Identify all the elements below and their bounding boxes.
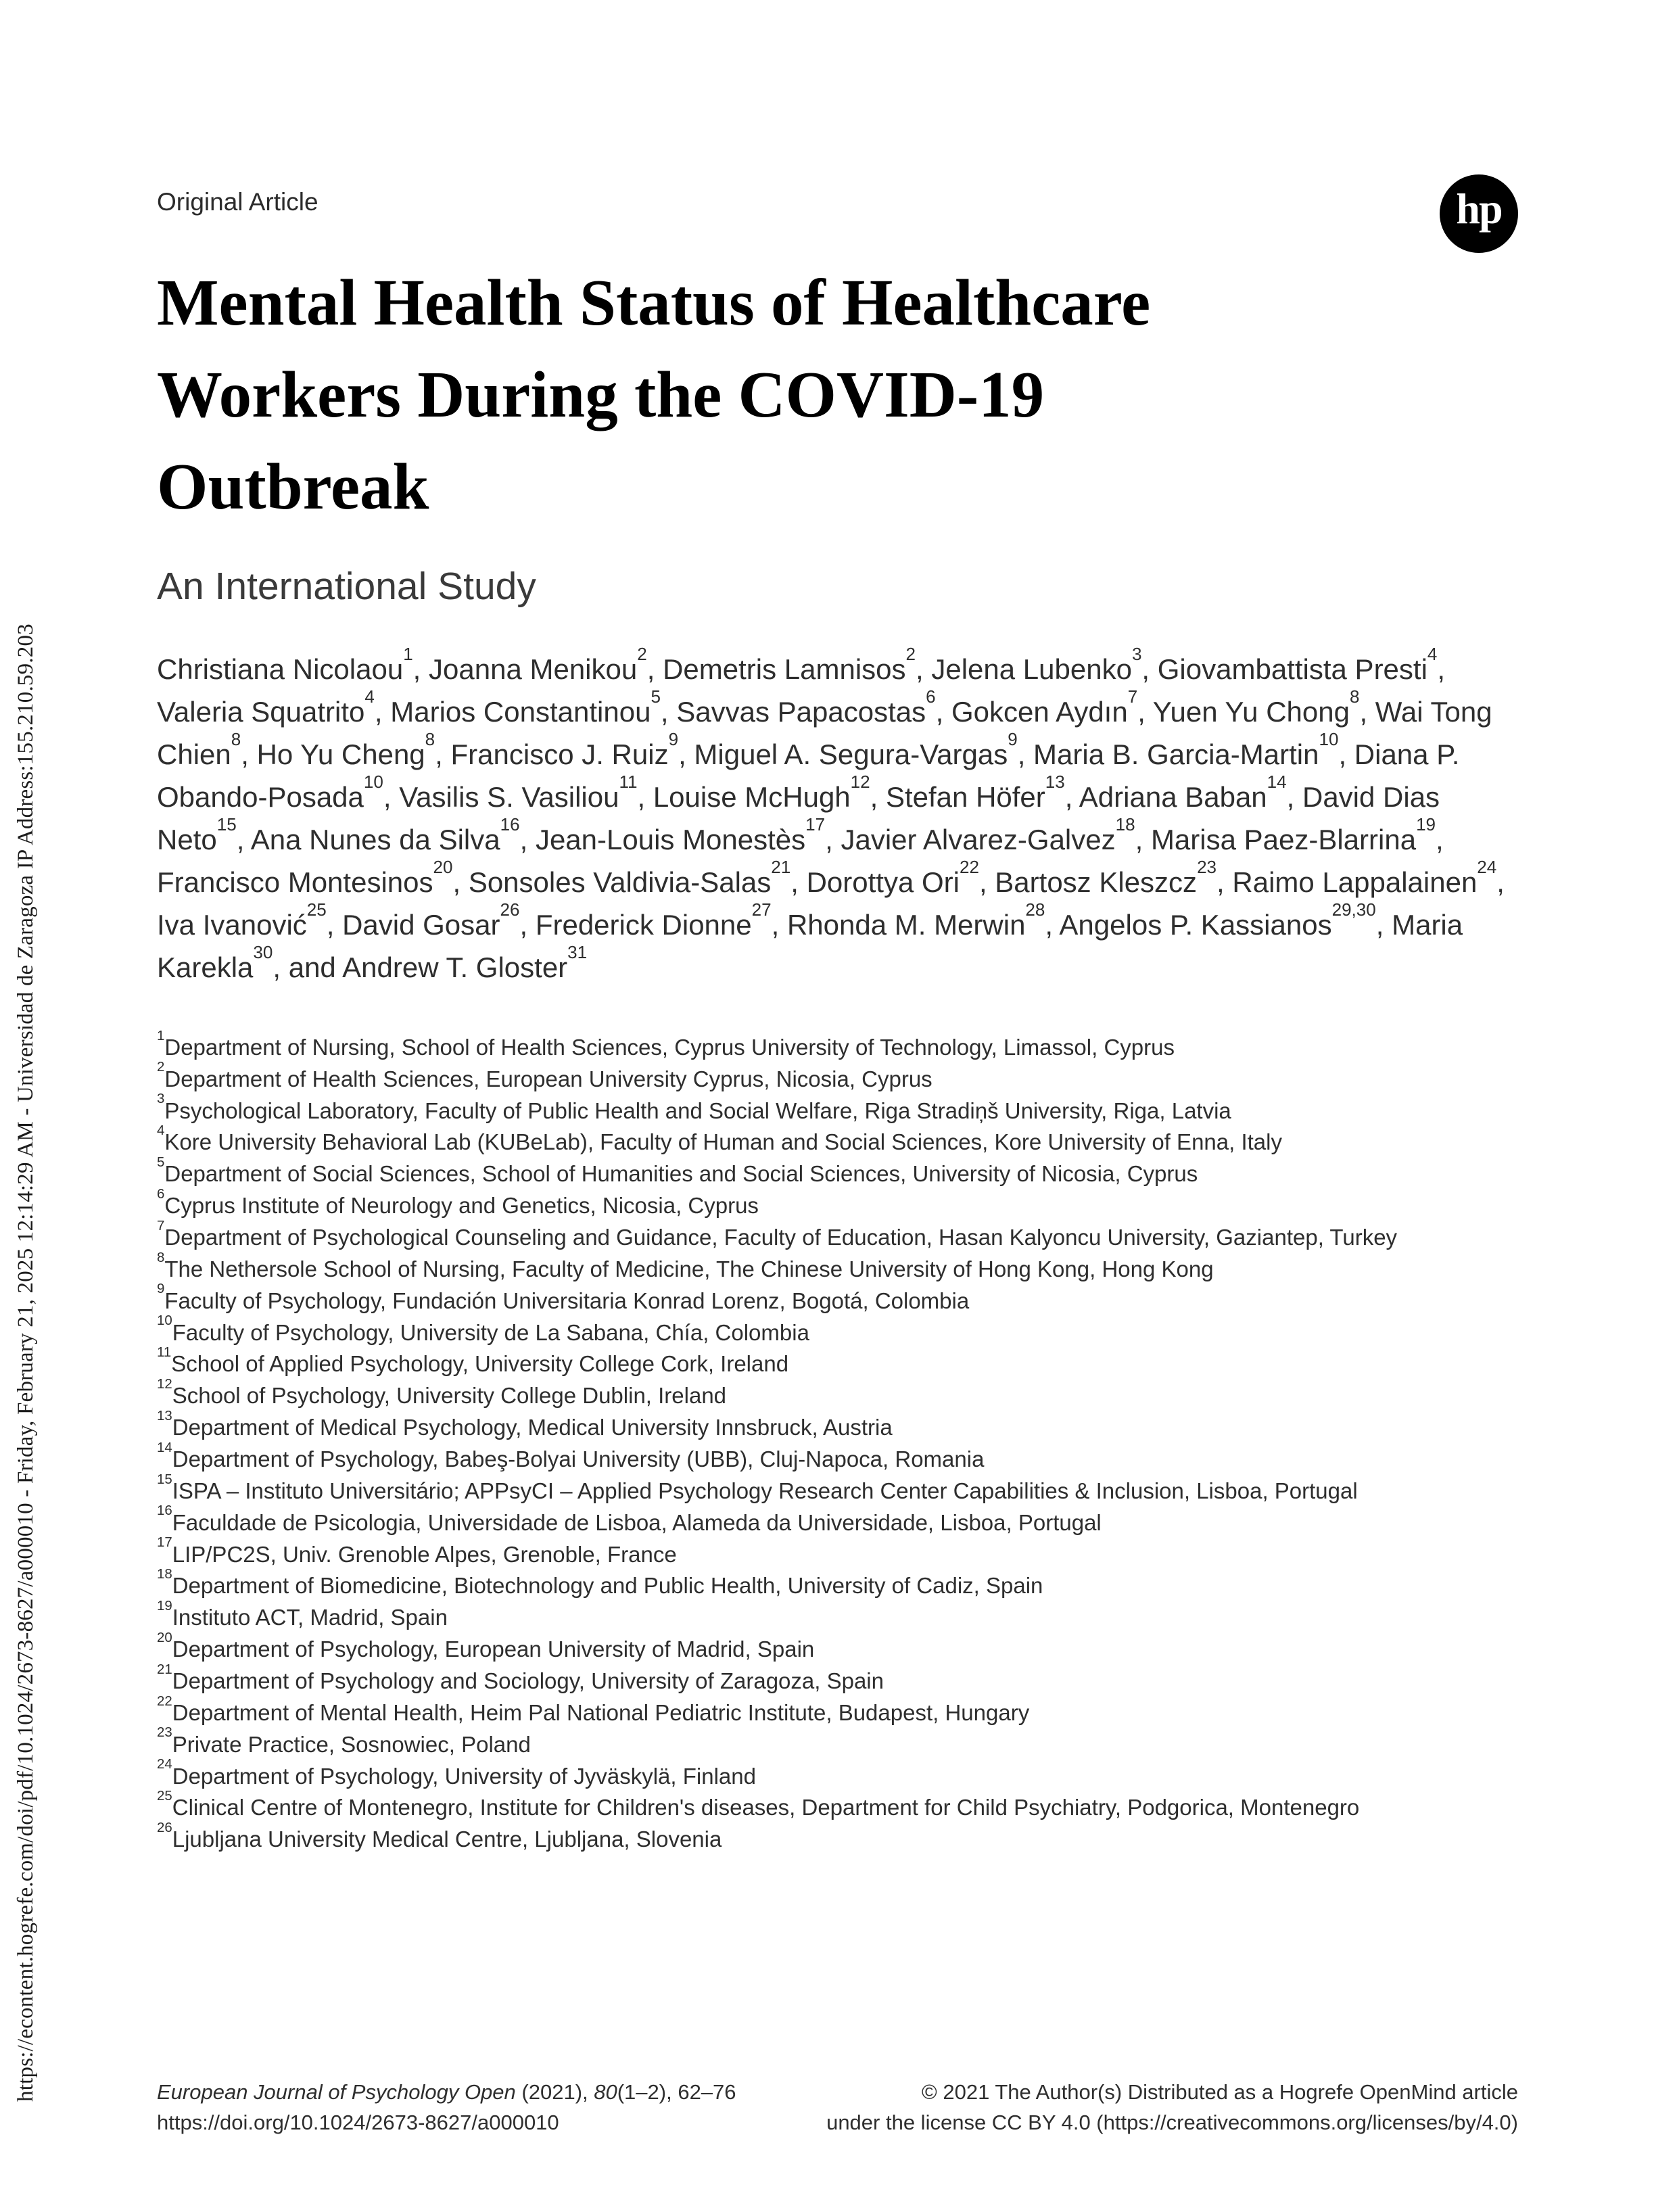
affiliation-number-sup: 8: [157, 1249, 165, 1265]
affiliation-item: $^{11}$School of Applied Psychology, University College Cork, Ireland: [157, 1344, 789, 1377]
affiliation-number-sup: 7: [157, 1217, 165, 1233]
affiliation-item: $^9$Faculty of Psychology, Fundación Universitaria Konrad Lorenz, Bogotá, Colombia: [157, 1281, 970, 1313]
affiliation-item: $^3$Psychological Laboratory, Faculty of Public Health and Social Welfare, Riga Stradiņš University, Riga, Latvia: [157, 1091, 1231, 1123]
affiliation-number-sup: 4: [157, 1123, 165, 1139]
affiliation-number-sup: 24: [157, 1756, 172, 1772]
author-affiliation-sup: 12: [850, 771, 870, 792]
affiliation-number-sup: 14: [157, 1439, 172, 1455]
affiliation-item: $^{18}$Department of Biomedicine, Biotechnology and Public Health, University of Cadiz, Spain: [157, 1566, 1043, 1599]
author-affiliation-sup: 18: [1115, 814, 1135, 834]
affiliation-number-sup: 16: [157, 1503, 172, 1519]
author-name: Javier Alvarez-Galvez$^{18}$,: [841, 814, 1151, 855]
affiliation-number-sup: 21: [157, 1661, 172, 1677]
affiliation-number-sup: 2: [157, 1059, 165, 1075]
affiliation-number-sup: 3: [157, 1091, 165, 1107]
author-affiliation-sup: 22: [959, 856, 979, 877]
author-affiliation-sup: 9: [1008, 728, 1018, 749]
journal-citation: [157, 2077, 736, 2108]
author-affiliation-sup: 5: [651, 686, 661, 707]
author-name: Stefan Höfer$^{13}$,: [885, 771, 1079, 813]
author-affiliation-sup: 17: [805, 814, 826, 834]
author-affiliation-sup: 13: [1045, 771, 1065, 792]
author-name: Valeria Squatrito$^4$,: [157, 686, 391, 728]
author-affiliation-sup: 2: [637, 643, 647, 664]
author-name: Jelena Lubenko$^3$,: [931, 643, 1158, 685]
copyright-notice: [826, 2077, 1518, 2138]
title-line: Outbreak: [157, 450, 429, 523]
affiliation-item: $^{20}$Department of Psychology, European University of Madrid, Spain: [157, 1629, 815, 1662]
author-affiliation-sup: 11: [619, 771, 638, 792]
author-name: and Andrew T. Gloster$^{31}$: [288, 941, 588, 983]
author-name: Demetris Lamnisos$^2$,: [663, 643, 932, 685]
affiliation-item: $^{23}$Private Practice, Sosnowiec, Poland: [157, 1724, 531, 1757]
affiliation-number-sup: 19: [157, 1598, 172, 1614]
affiliation-number-sup: 22: [157, 1693, 172, 1709]
affiliation-item: $^5$Department of Social Sciences, School of Humanities and Social Sciences, University of Nicosia, Cyprus: [157, 1154, 1198, 1187]
affiliation-number-sup: 6: [157, 1185, 165, 1202]
author-name: Raimo Lappalainen$^{24}$,: [1232, 856, 1505, 898]
author-name: Francisco Montesinos$^{20}$,: [157, 856, 469, 898]
title-line: Workers During the COVID-19: [157, 358, 1045, 431]
affiliation-item: $^8$The Nethersole School of Nursing, Faculty of Medicine, The Chinese University of Hong Kong, Hong Kong: [157, 1249, 1214, 1281]
affiliation-item: $^{24}$Department of Psychology, University of Jyväskylä, Finland: [157, 1756, 756, 1789]
author-affiliation-sup: 14: [1267, 771, 1287, 792]
doi-link[interactable]: https://doi.org/10.1024/2673-8627/a000010: [157, 2110, 559, 2134]
affiliation-item: $^{26}$Ljubljana University Medical Centre, Ljubljana, Slovenia: [157, 1820, 722, 1852]
author-name: Angelos P. Kassianos$^{29,30}$,: [1059, 899, 1392, 941]
affiliation-item: $^{10}$Faculty of Psychology, University de La Sabana, Chía, Colombia: [157, 1313, 809, 1345]
author-name: Maria B. Garcia-Martin$^{10}$,: [1033, 728, 1354, 770]
article-subtitle: An International Study: [157, 565, 536, 609]
author-name: Savvas Papacostas$^6$,: [676, 686, 951, 728]
affiliation-item: $^7$Department of Psychological Counseling and Guidance, Faculty of Education, Hasan Kalyoncu University, Gaziantep, Turkey: [157, 1217, 1398, 1250]
citation-segment: (2021),: [515, 2080, 594, 2104]
author-name: Christiana Nicolaou$^1$,: [157, 643, 429, 685]
author-affiliation-sup: 24: [1477, 856, 1497, 877]
affiliation-number-sup: 26: [157, 1820, 172, 1836]
author-affiliation-sup: 23: [1197, 856, 1217, 877]
author-name: Iva Ivanović$^{25}$,: [157, 899, 343, 941]
affiliation-number-sup: 18: [157, 1566, 172, 1582]
header-row: [157, 174, 1518, 253]
affiliation-number-sup: 13: [157, 1407, 172, 1423]
author-name: Ho Yu Cheng$^8$,: [256, 728, 451, 770]
affiliation-number-sup: 20: [157, 1629, 172, 1645]
author-affiliation-sup: 8: [1349, 686, 1360, 707]
affiliation-number-sup: 23: [157, 1724, 172, 1741]
affiliation-number-sup: 17: [157, 1534, 172, 1551]
author-affiliation-sup: 6: [926, 686, 936, 707]
author-name: Rhonda M. Merwin$^{28}$,: [786, 899, 1060, 941]
author-name: Dorottya Ori$^{22}$,: [806, 856, 995, 898]
author-name: Maria Karekla$^{30}$,: [157, 908, 1463, 983]
author-affiliation-sup: 28: [1025, 899, 1045, 920]
author-affiliation-sup: 1: [403, 643, 413, 664]
article-front-page: [157, 174, 1518, 1856]
author-name: Marios Constantinou$^5$,: [390, 686, 677, 728]
author-name: Francisco J. Ruiz$^9$,: [450, 728, 694, 770]
author-affiliation-sup: 25: [306, 899, 327, 920]
author-name: Ana Nunes da Silva$^{16}$,: [250, 814, 536, 855]
author-name: Miguel A. Segura-Vargas$^9$,: [694, 728, 1034, 770]
page-footer: [157, 2077, 1518, 2138]
author-affiliation-sup: 8: [425, 728, 435, 749]
affiliation-item: $^2$Department of Health Sciences, European University Cyprus, Nicosia, Cyprus: [157, 1059, 932, 1091]
author-affiliation-sup: 4: [364, 686, 375, 707]
author-affiliation-sup: 21: [771, 856, 791, 877]
hogrefe-logo: [1440, 174, 1518, 253]
author-name: Joanna Menikou$^2$,: [429, 643, 663, 685]
affiliation-item: $^{15}$ISPA – Instituto Universitário; APPsyCI – Applied Psychology Research Center Capabilities & Inclusion, Lisboa, Portugal: [157, 1471, 1358, 1503]
author-affiliation-sup: 16: [500, 814, 520, 834]
author-affiliation-sup: 15: [216, 814, 237, 834]
author-affiliation-sup: 29,30: [1331, 899, 1376, 920]
affiliation-number-sup: 9: [157, 1281, 165, 1297]
author-affiliation-sup: 2: [905, 643, 916, 664]
author-affiliation-sup: 19: [1416, 814, 1436, 834]
copyright-line2: under the license CC BY 4.0 (https://creativecommons.org/licenses/by/4.0): [826, 2110, 1518, 2134]
author-affiliation-sup: 3: [1131, 643, 1142, 664]
author-affiliation-sup: 31: [567, 941, 588, 962]
author-name: Yuen Yu Chong$^8$,: [1152, 686, 1375, 728]
affiliation-item: $^{25}$Clinical Centre of Montenegro, Institute for Children's diseases, Department for Child Psychiatry, Podgorica, Montenegro: [157, 1788, 1360, 1820]
affiliation-item: $^{21}$Department of Psychology and Sociology, University of Zaragoza, Spain: [157, 1661, 884, 1693]
hogrefe-logo-text: hp: [1456, 185, 1502, 233]
affiliation-item: $^1$Department of Nursing, School of Health Sciences, Cyprus University of Technology, Limassol, Cyprus: [157, 1027, 1175, 1060]
affiliation-number-sup: 11: [157, 1344, 172, 1361]
affiliations-list: [157, 1027, 1518, 1856]
footer-citation-block: [157, 2077, 736, 2138]
affiliation-number-sup: 1: [157, 1027, 165, 1043]
author-name: Marisa Paez-Blarrina$^{19}$,: [1150, 814, 1444, 855]
author-affiliation-sup: 9: [668, 728, 679, 749]
affiliation-number-sup: 15: [157, 1471, 172, 1487]
affiliation-item: $^{14}$Department of Psychology, Babeş-Bolyai University (UBB), Cluj-Napoca, Romania: [157, 1439, 985, 1472]
author-name: Sonsoles Valdivia-Salas$^{21}$,: [468, 856, 807, 898]
author-affiliation-sup: 7: [1127, 686, 1138, 707]
citation-italic-segment: 80: [594, 2080, 617, 2104]
author-name: Wai Tong Chien$^8$,: [157, 695, 1492, 770]
author-name: Louise McHugh$^{12}$,: [653, 771, 886, 813]
author-name: Frederick Dionne$^{27}$,: [535, 899, 787, 941]
author-affiliation-sup: 27: [751, 899, 772, 920]
author-name: Vasilis S. Vasiliou$^{11}$,: [399, 771, 653, 813]
author-affiliation-sup: 8: [231, 728, 241, 749]
download-watermark: https://econtent.hogrefe.com/doi/pdf/10.1024/2673-8627/a000010 - Friday, February 21, 2025 12:14:29 AM - Universidad de Zaragoza IP Address:155.210.59.203: [14, 623, 38, 2102]
affiliation-number-sup: 5: [157, 1154, 165, 1170]
affiliation-item: $^4$Kore University Behavioral Lab (KUBeLab), Faculty of Human and Social Sciences, Kore University of Enna, Italy: [157, 1123, 1282, 1155]
copyright-line1: © 2021 The Author(s) Distributed as a Hogrefe OpenMind article: [921, 2080, 1518, 2104]
affiliation-number-sup: 12: [157, 1376, 172, 1392]
affiliation-number-sup: 10: [157, 1313, 172, 1329]
affiliation-item: $^{16}$Faculdade de Psicologia, Universidade de Lisboa, Alameda da Universidade, Lisboa, Portugal: [157, 1503, 1102, 1535]
title-line: Mental Health Status of Healthcare: [157, 266, 1151, 339]
author-affiliation-sup: 26: [500, 899, 520, 920]
author-affiliation-sup: 30: [253, 941, 273, 962]
affiliation-item: $^{22}$Department of Mental Health, Heim Pal National Pediatric Institute, Budapest, Hungary: [157, 1693, 1030, 1725]
author-name: Bartosz Kleszcz$^{23}$,: [995, 856, 1233, 898]
affiliation-item: $^6$Cyprus Institute of Neurology and Genetics, Nicosia, Cyprus: [157, 1185, 759, 1219]
author-affiliation-sup: 10: [1319, 728, 1339, 749]
affiliation-item: $^{12}$School of Psychology, University College Dublin, Ireland: [157, 1376, 727, 1409]
author-name: Jean-Louis Monestès$^{17}$,: [535, 814, 841, 855]
article-title: [157, 257, 1518, 532]
author-name: Adriana Baban$^{14}$,: [1079, 771, 1302, 813]
author-name: David Gosar$^{26}$,: [342, 899, 536, 941]
affiliation-number-sup: 25: [157, 1788, 172, 1804]
author-name: Diana P. Obando-Posada$^{10}$,: [157, 738, 1460, 813]
affiliation-item: $^{13}$Department of Medical Psychology, Medical University Innsbruck, Austria: [157, 1407, 893, 1440]
citation-italic-segment: European Journal of Psychology Open: [157, 2080, 516, 2104]
author-affiliation-sup: 10: [363, 771, 383, 792]
citation-segment: (1–2), 62–76: [617, 2080, 736, 2104]
authors-list: [157, 643, 1518, 989]
article-type-label: Original Article: [157, 188, 318, 216]
author-affiliation-sup: 20: [433, 856, 453, 877]
affiliation-item: $^{17}$LIP/PC2S, Univ. Grenoble Alpes, Grenoble, France: [157, 1534, 677, 1567]
author-name: Gokcen Aydın$^7$,: [951, 686, 1153, 728]
author-name: Giovambattista Presti$^4$,: [1157, 643, 1446, 685]
author-name: David Dias Neto$^{15}$,: [157, 780, 1440, 855]
author-affiliation-sup: 4: [1427, 643, 1438, 664]
affiliation-item: $^{19}$Instituto ACT, Madrid, Spain: [157, 1598, 448, 1630]
